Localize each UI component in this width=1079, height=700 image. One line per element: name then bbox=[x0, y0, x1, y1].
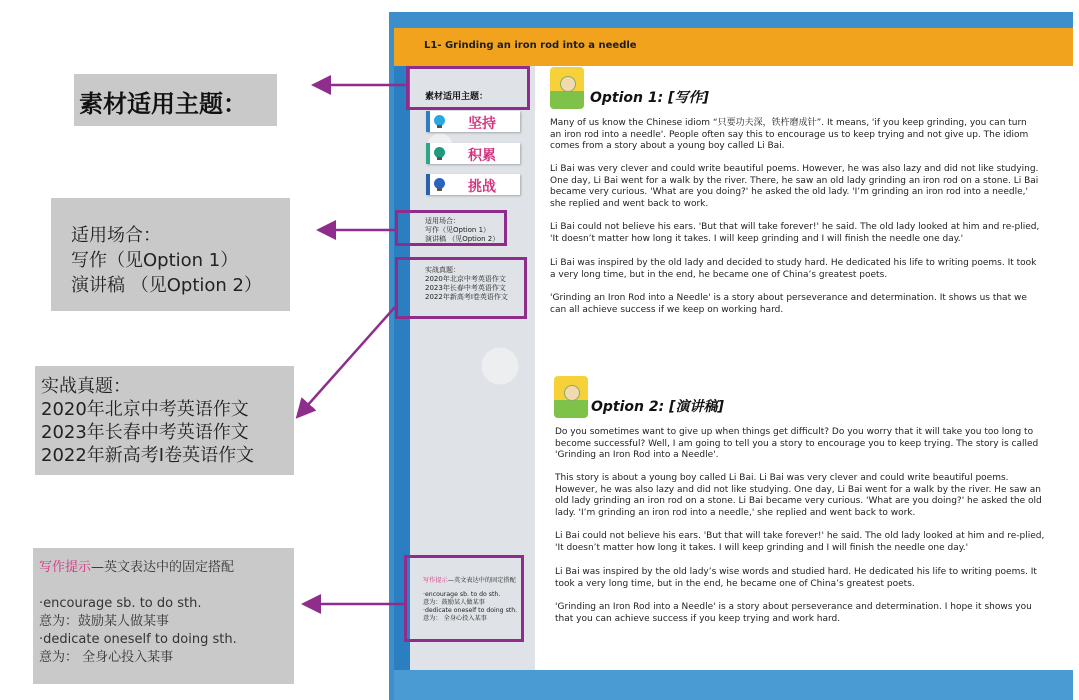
tag-label: 积累 bbox=[468, 148, 496, 164]
sidebar-topic-title: 素材适用主题： bbox=[425, 92, 489, 102]
option2-paragraph: Do you sometimes want to give up when things get difficult? Do you worry that it will take you too long to become successful? Well, I am going to tell you a story to encourage you to keep trying. The story is called 'Grinding an Iron Rod into a Needle'. bbox=[555, 427, 1039, 461]
sidebar-exam-line: 实战真题： bbox=[425, 266, 460, 274]
sidebar-exam-line: 2020年北京中考英语作文 bbox=[425, 275, 506, 283]
tips-heading-pink: 写作提示 bbox=[39, 560, 92, 575]
option1-paragraph: Li Bai could not believe his ears. 'But that will take forever!' he said. The old lady looked at him and re-plied, 'It doesn’t matter how long it takes. I will keep grinding and I will finish the needle one day.' bbox=[550, 222, 1040, 244]
sidebar-exam-line: 2023年长春中考英语作文 bbox=[425, 284, 506, 292]
sidebar-occasion-line: 适用场合： bbox=[425, 217, 460, 225]
option1-paragraph: Many of us know the Chinese idiom “只要功夫深，铁杵磨成针”. It means, 'if you keep grinding, you can turn an iron rod into a needle'. People often say this to encourage us to keep trying and not give up. The idiom comes from a story about a young boy called Li Bai. bbox=[550, 118, 1029, 152]
option1-paragraph: Li Bai was inspired by the old lady and decided to study hard. He dedicated his life to writing poems. It took a very long time, but in the end, he became one of China’s greatest poets. bbox=[550, 258, 1037, 280]
tips-heading-rest: —英文表达中的固定搭配 bbox=[91, 560, 235, 575]
exam-line: 2022年新高考Ⅰ卷英语作文 bbox=[41, 445, 255, 466]
option1-title: Option 1: [写作] bbox=[590, 90, 709, 106]
exam-line: 2020年北京中考英语作文 bbox=[41, 399, 249, 420]
option1-paragraph: Li Bai was very clever and could write beautiful poems. However, he was also lazy and did not like studying. One day, Li Bai went for a walk by the river. There, he saw an old lady grinding an iron rod on a stone. Li Bai became very curious. 'What are you doing?' he asked the old lady. 'I’m grinding an iron rod into a needle,' she replied and went back to work. bbox=[550, 164, 1039, 209]
sidebar-tips-line: ·dedicate oneself to doing sth. bbox=[423, 607, 518, 614]
sidebar-exam-line: 2022年新高考Ⅰ卷英语作文 bbox=[425, 293, 508, 301]
sidebar-occasion-line: 写作（见Option 1） bbox=[425, 226, 491, 234]
sidebar-tips-rest: —英文表达中的固定搭配 bbox=[447, 577, 516, 584]
sidebar-tips-line: ·encourage sb. to do sth. bbox=[423, 591, 501, 598]
tips-line: ·dedicate oneself to doing sth. bbox=[39, 632, 237, 647]
sidebar-tips-line: 意为： 全身心投入某事 bbox=[423, 615, 487, 622]
arrow-exam bbox=[299, 307, 395, 415]
exam-line: 实战真题： bbox=[41, 376, 131, 397]
tips-line: 意为： 全身心投入某事 bbox=[39, 650, 174, 665]
option2-paragraph: Li Bai could not believe his ears. 'But that will take forever!' he said. The old lady looked at him and re-plied, 'It doesn’t matter how long it takes. I will keep grinding and I will finish the needle one day.' bbox=[555, 531, 1045, 553]
option1-paragraph: 'Grinding an Iron Rod into a Needle' is a story about perseverance and determination. It shows us that we can all achieve success if we keep on working hard. bbox=[550, 293, 1027, 315]
option2-paragraph: 'Grinding an Iron Rod into a Needle' is a story about perseverance and determination. I hope it shows you that you can achieve success if you keep trying and work hard. bbox=[555, 602, 1032, 624]
exam-line: 2023年长春中考英语作文 bbox=[41, 422, 249, 443]
tips-line: 意为：鼓励某人做某事 bbox=[39, 614, 170, 629]
sidebar-tips-line: 意为：鼓励某人做某事 bbox=[423, 599, 485, 606]
lesson-title: L1- Grinding an iron rod into a needle bbox=[424, 40, 637, 51]
tag-label: 坚持 bbox=[468, 116, 496, 132]
option2-title: Option 2: [演讲稿] bbox=[591, 399, 724, 415]
option2-paragraph: Li Bai was inspired by the old lady’s wise words and studied hard. He dedicated his life to writing poems. It took a very long time, but in the end, he became one of China’s greatest poets. bbox=[555, 567, 1037, 589]
occasion-line: 适用场合： bbox=[71, 225, 161, 246]
tag-label: 挑战 bbox=[468, 179, 496, 195]
sidebar-occasion-line: 演讲稿 （见Option 2） bbox=[425, 235, 500, 243]
topic-callout-text: 素材适用主题： bbox=[79, 90, 247, 118]
tips-line: ·encourage sb. to do sth. bbox=[39, 596, 202, 611]
sidebar-tips-pink: 写作提示 bbox=[423, 577, 448, 584]
occasion-line: 写作（见Option 1） bbox=[71, 250, 239, 271]
option2-paragraph: This story is about a young boy called Li Bai. Li Bai was very clever and could write beautiful poems. However, he was also lazy and did not like studying. One day, Li Bai went for a walk by the river. He saw an old lady grinding an iron rod on a stone. Li Bai became very curious. 'What are you doing?' he asked the old lady. 'I’m grinding an iron rod into a needle,' she replied and went back to work. bbox=[555, 473, 1042, 518]
occasion-line: 演讲稿 （见Option 2） bbox=[71, 275, 262, 296]
